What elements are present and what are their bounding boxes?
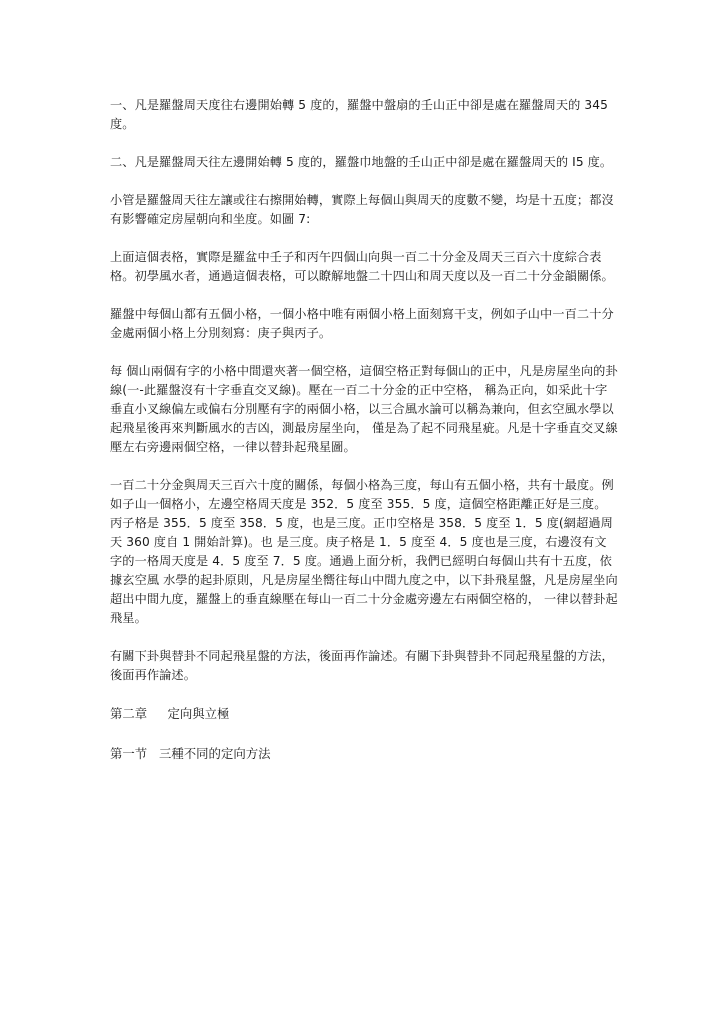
paragraph-6: 每 個山兩個有字的小格中間還夾著一個空格，這個空格正對每個山的正中，凡是房屋坐向的卦線(一-此羅盤沒有十字垂直交叉線)。壓在一百二十分金的正中空格， 稱為正向，如采此十字垂直小叉線偏左或偏右分別壓有字的兩個小格，以三合風水論可以稱為兼向，但玄空風水學以起飛星後再來判斷風水的吉凶，測最房屋坐向， 僅是為了起不同飛星疵。凡是十字垂直交叉線壓左右旁邊兩個空格，一律以替卦起飛星圖。 [110,364,618,454]
paragraph-7: 一百二十分金與周天三百六十度的關係，每個小格為三度，每山有五個小格，共有十最度。例如子山一個格小，左邊空格周天度是 352．5 度至 355．5 度，這個空格距離正好是三度。丙子格是 355．5 度至 358．5 度，也是三度。正巾空格是 358．5 度至 1．5 度(網超過周天 360 度自 1 開始計算)。也 是三度。庚子格是 1．5 度至 4．5 度也是三度，右邊沒有文字的一格周天度是 4．5 度至 7．5 度。通過上面分析，我們已經明白每個山共有十五度，依據玄空風 水學的起卦原則，凡是房屋坐嚮往每山中間九度之中，以下卦飛星盤，凡是房屋坐向超出中間九度，羅盤上的垂直線壓在每山一百二十分金處旁邊左右兩個空格的， 一律以替卦起飛星。 [110,478,618,625]
document-page [110,96,618,784]
chapter-heading: 第二章 定向與立極 [110,706,230,721]
paragraph-3: 小管是羅盤周天往左讓或往右擦開始轉，實際上每個山與周天的度數不變，均是十五度；都沒有影響確定房屋朝向和坐度。如圖 7: [110,193,614,226]
paragraph-2: 二、凡是羅盤周天往左邊開始轉 5 度的，羅盤巾地盤的壬山正中卻是處在羅盤周天的 I5 度。 [110,155,613,169]
section-heading: 第一节 三種不同的定向方法 [110,746,271,761]
paragraph-1: 一、凡是羅盤周天度往右邊開始轉 5 度的，羅盤中盤扇的壬山正中卻是處在羅盤周天的 345 度。 [110,98,612,131]
paragraph-4: 上面這個表格，實際是羅盆中壬子和丙午四個山向與一百二十分金及周天三百六十度綜合表格。初學風水者，通過這個表格，可以瞭解地盤二十四山和周天度以及一百二十分金韻關係。 [110,250,614,283]
paragraph-8: 有關下卦與替卦不同起飛星盤的方法，後面再作論述。有關下卦與替卦不同起飛星盤的方法，後面再作論述。 [110,649,614,682]
paragraph-5: 羅盤中每個山都有五個小格，一個小格中唯有兩個小格上面刻寫干支，例如子山中一百二十分金處兩個小格上分別刻寫：庚子與丙子。 [110,307,614,340]
